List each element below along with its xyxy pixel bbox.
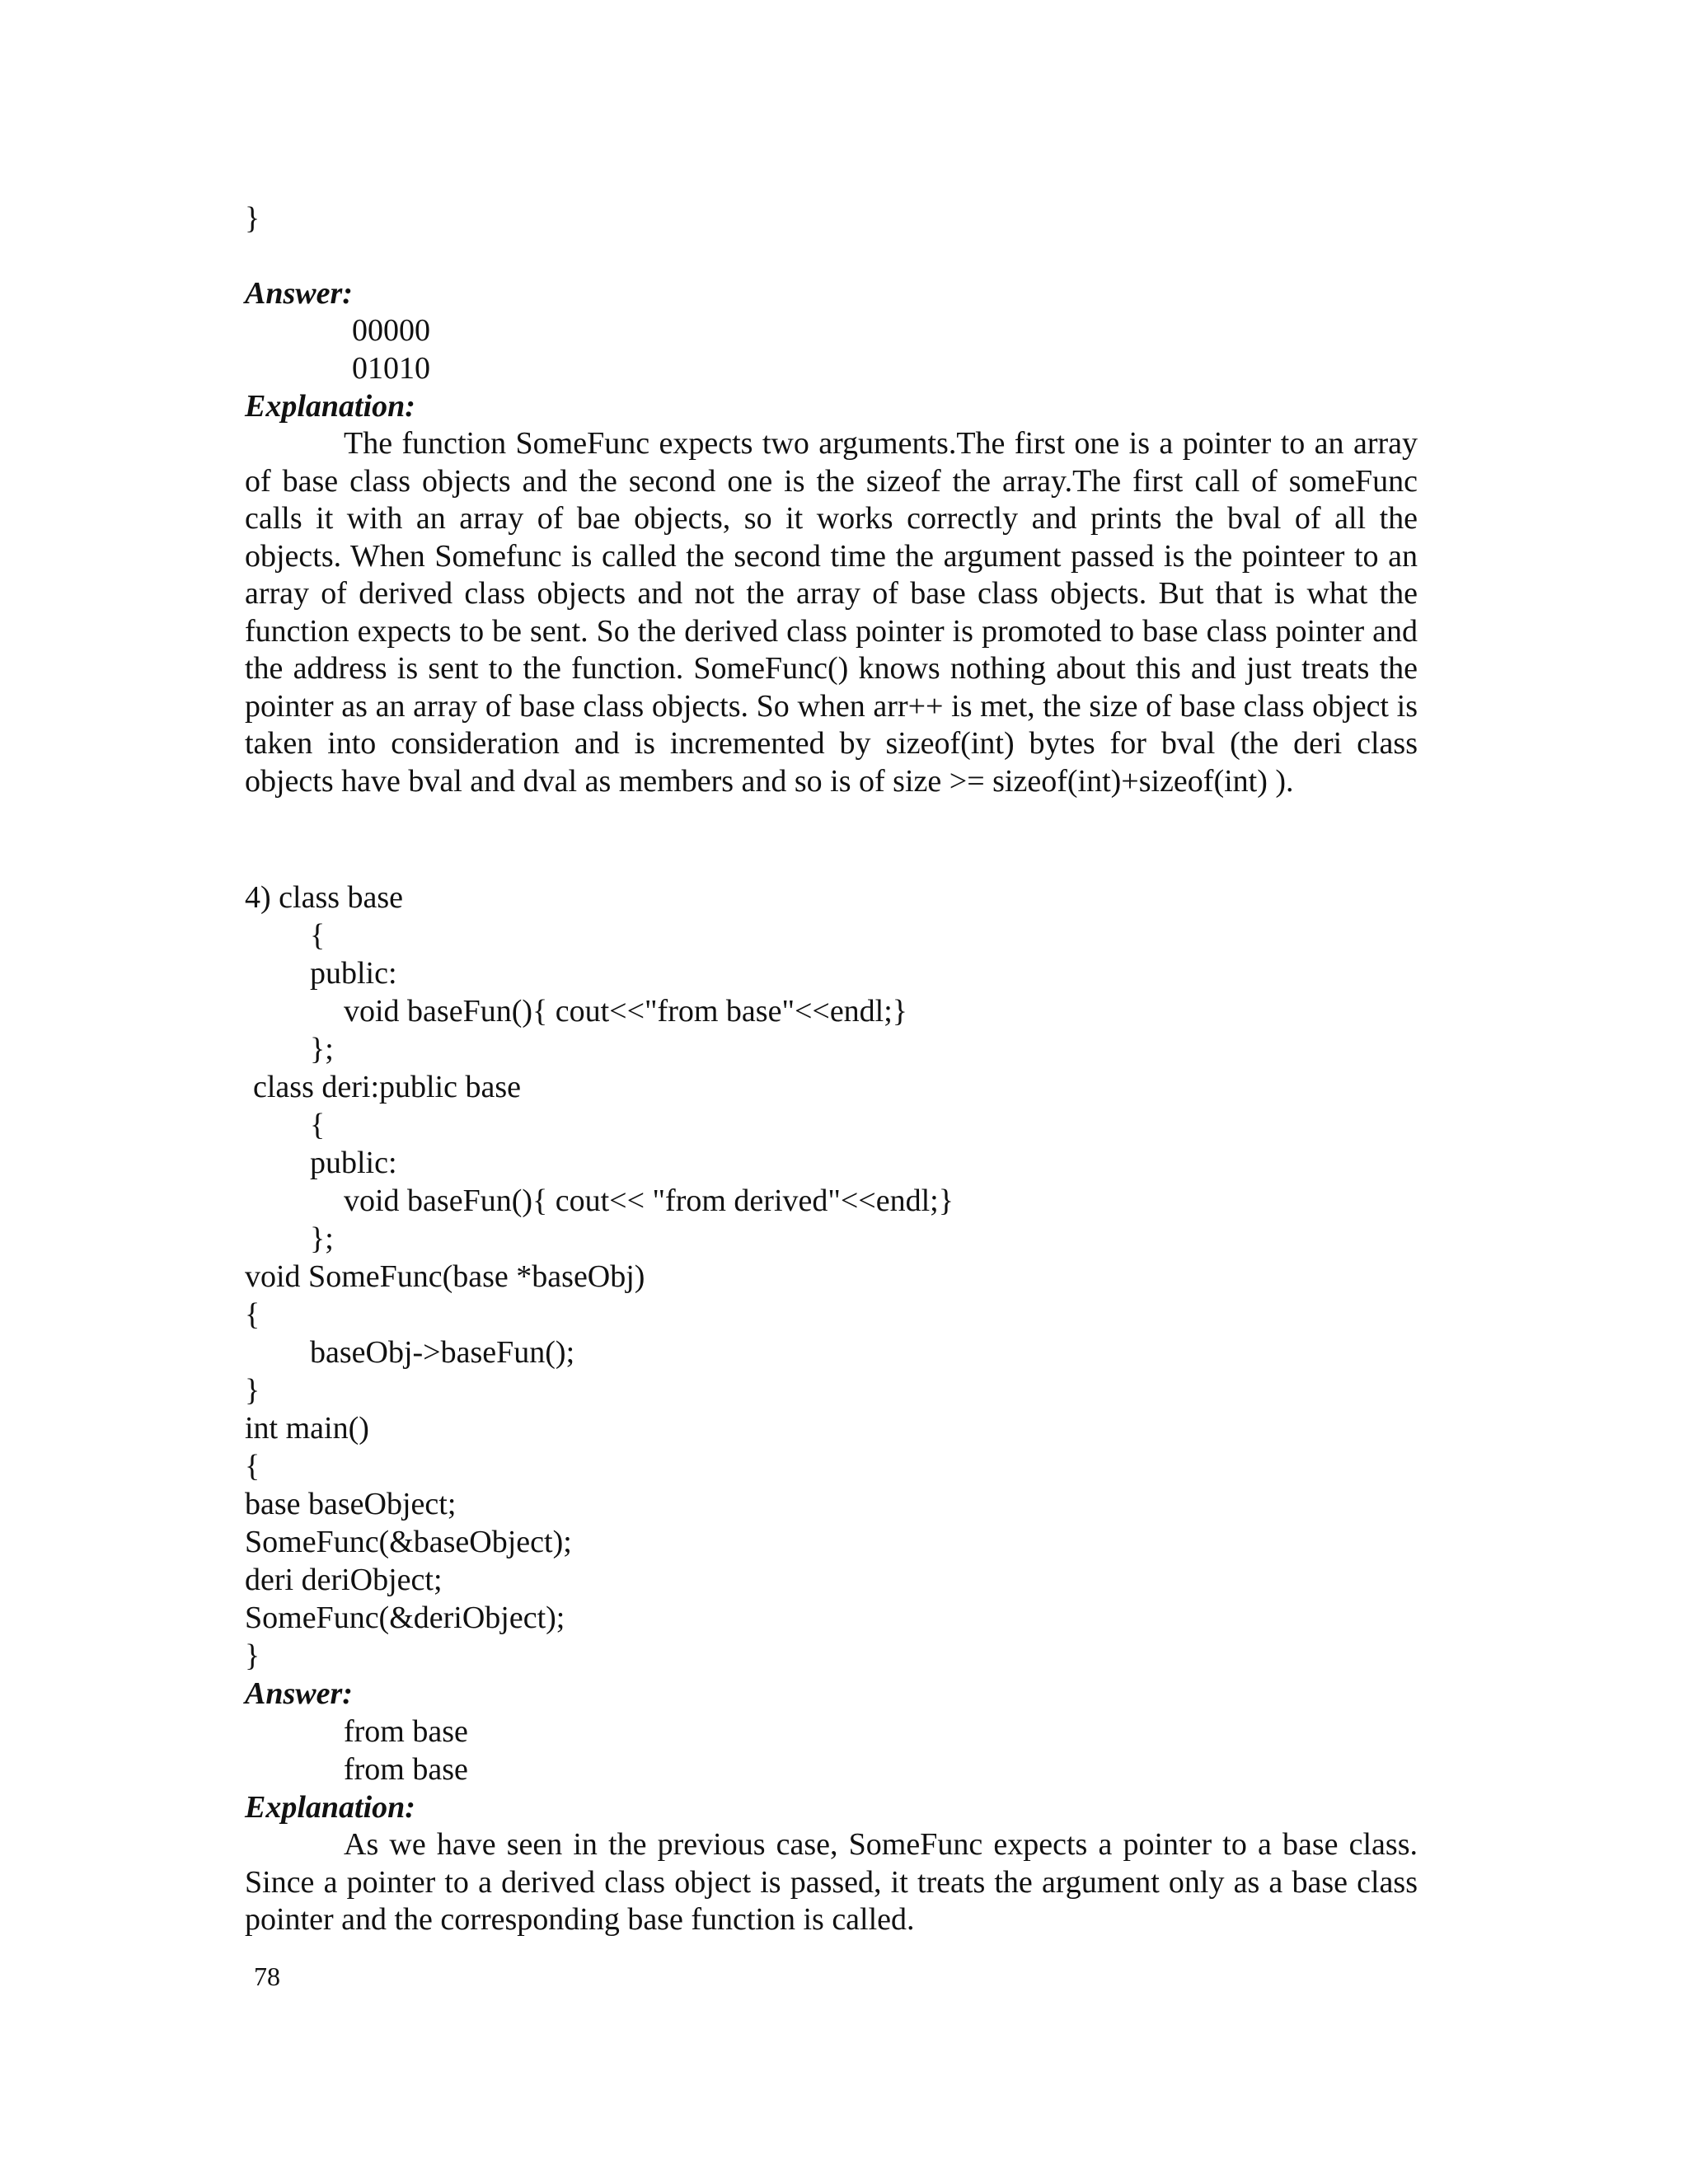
answer-line: from base xyxy=(344,1714,468,1749)
code-line: class deri:public base xyxy=(253,1070,522,1104)
explanation-label: Explanation: xyxy=(245,389,415,424)
code-line: { xyxy=(245,1297,260,1332)
code-line: } xyxy=(245,1373,260,1408)
explanation-paragraph xyxy=(245,425,1418,800)
code-line: int main() xyxy=(245,1411,369,1446)
code-line: void baseFun(){ cout<< "from derived"<<endl;} xyxy=(344,1183,954,1218)
explanation-text: The function SomeFunc expects two arguments.The first one is a pointer to an array of base class objects and the second one is the sizeof the array.The first call of someFunc calls it with an array of bae objects, so it works correctly and prints the bval of all the objects. When Somefunc is called the second time the argument passed is the pointeer to an array of derived class objects and not the array of base class objects. But that is what the function expects to be sent. So the derived class pointer is promoted to base class pointer and the address is sent to the function. SomeFunc() knows nothing about this and just treats the pointer as an array of base class objects. So when arr++ is met, the size of base class object is taken into consideration and is incremented by sizeof(int) bytes for bval (the deri class objects have bval and dval as members and so is of size >= sizeof(int)+sizeof(int) ). xyxy=(245,426,1418,799)
code-line: { xyxy=(310,918,326,953)
code-line: }; xyxy=(310,1221,334,1256)
code-line: void SomeFunc(base *baseObj) xyxy=(245,1259,645,1294)
code-line: SomeFunc(&deriObject); xyxy=(245,1601,565,1635)
answer-label: Answer: xyxy=(245,1676,353,1711)
code-line: void baseFun(){ cout<<"from base"<<endl;} xyxy=(344,994,908,1029)
page-number: 78 xyxy=(254,1961,280,1991)
code-line: baseObj->baseFun(); xyxy=(310,1335,575,1370)
closing-brace: } xyxy=(245,201,260,236)
explanation-text: As we have seen in the previous case, SomeFunc expects a pointer to a base class. Since a pointer to a derived class object is passed, it treats the argument only as a base class pointer and the corresponding base function is called. xyxy=(245,1827,1418,1937)
answer-label: Answer: xyxy=(245,276,353,311)
answer-line: 01010 xyxy=(352,351,430,386)
code-line: public: xyxy=(310,1146,397,1180)
code-line: { xyxy=(245,1449,260,1483)
code-line: public: xyxy=(310,956,397,991)
answer-line: from base xyxy=(344,1752,468,1787)
code-line: deri deriObject; xyxy=(245,1563,443,1597)
answer-line: 00000 xyxy=(352,313,430,348)
code-line: base baseObject; xyxy=(245,1487,457,1521)
explanation-paragraph xyxy=(245,1826,1418,1939)
code-line: 4) class base xyxy=(245,880,404,915)
explanation-label: Explanation: xyxy=(245,1790,415,1825)
code-line: { xyxy=(310,1108,326,1142)
code-line: SomeFunc(&baseObject); xyxy=(245,1525,572,1559)
code-line: }; xyxy=(310,1032,334,1066)
code-line: } xyxy=(245,1638,260,1673)
